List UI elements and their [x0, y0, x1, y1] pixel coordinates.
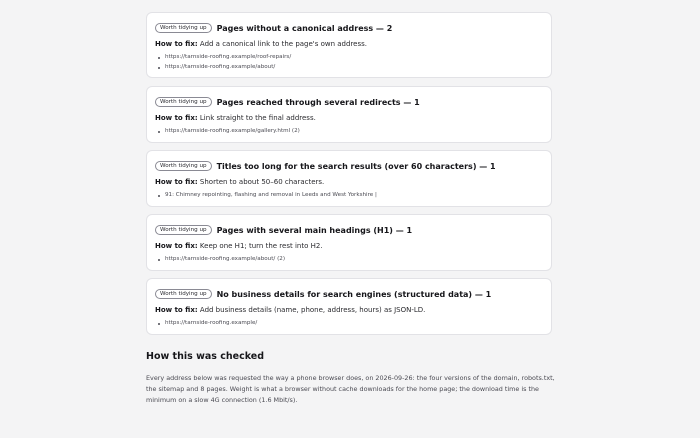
affected-url-list: [155, 319, 543, 329]
method-description: Every address below was requested the way a phone browser does, on 2026-09-26: the four versions of the domain, robots.txt, the sitemap and 8 pages. Weight is what a browser without cache downloads for the home page; the download time is the minimum on a slow 4G connection (1.6 Mbit/s).: [146, 374, 555, 404]
affected-url-item: https://tarnside-roofing.example/: [165, 319, 543, 329]
method-heading: How this was checked: [146, 351, 265, 362]
issue-card-redirects: [146, 86, 552, 143]
how-to-fix-text: Add a canonical link to the page's own address.: [199, 40, 367, 48]
issue-card-long-titles: [146, 150, 552, 207]
issue-card-multiple-h1: [146, 214, 552, 271]
issue-title: Pages without a canonical address — 2: [216, 23, 393, 33]
affected-url-item: https://tarnside-roofing.example/about/: [165, 63, 543, 73]
severity-badge: Worth tidying up: [155, 23, 212, 33]
affected-url-list: [155, 127, 543, 137]
issue-card-header: [155, 95, 543, 109]
how-to-fix-label: How to fix:: [155, 114, 198, 122]
how-to-fix: [155, 38, 543, 50]
affected-url-item: https://tarnside-roofing.example/roof-repairs/: [165, 53, 543, 63]
severity-badge: Worth tidying up: [155, 97, 212, 107]
severity-badge: Worth tidying up: [155, 289, 212, 299]
how-to-fix-text: Link straight to the final address.: [199, 114, 316, 122]
how-to-fix: [155, 240, 543, 252]
affected-url-item: 91: Chimney repointing, flashing and removal in Leeds and West Yorkshire |: [165, 191, 543, 201]
how-to-fix-label: How to fix:: [155, 306, 198, 314]
issue-card-header: [155, 159, 543, 173]
how-to-fix-label: How to fix:: [155, 40, 198, 48]
how-to-fix-label: How to fix:: [155, 178, 198, 186]
issue-title: Titles too long for the search results (over 60 characters) — 1: [216, 161, 496, 171]
severity-badge: Worth tidying up: [155, 161, 212, 171]
issue-title: No business details for search engines (structured data) — 1: [216, 289, 492, 299]
how-to-fix: [155, 112, 543, 124]
issue-card-structured-data: [146, 278, 552, 335]
affected-url-item: https://tarnside-roofing.example/about/ (2): [165, 255, 543, 265]
affected-url-list: [155, 191, 543, 201]
issue-card-header: [155, 287, 543, 301]
severity-badge: Worth tidying up: [155, 225, 212, 235]
issue-card-canonical: [146, 12, 552, 78]
how-to-fix-text: Keep one H1; turn the rest into H2.: [199, 242, 323, 250]
how-to-fix-text: Shorten to about 50–60 characters.: [199, 178, 325, 186]
issue-card-header: [155, 21, 543, 35]
how-to-fix: [155, 176, 543, 188]
affected-url-list: [155, 255, 543, 265]
affected-url-list: [155, 53, 543, 72]
how-to-fix-text: Add business details (name, phone, address, hours) as JSON-LD.: [199, 306, 426, 314]
how-to-fix: [155, 304, 543, 316]
issue-title: Pages reached through several redirects — 1: [216, 97, 420, 107]
issue-card-header: [155, 223, 543, 237]
affected-url-item: https://tarnside-roofing.example/gallery.html (2): [165, 127, 543, 137]
issue-title: Pages with several main headings (H1) — 1: [216, 225, 413, 235]
how-to-fix-label: How to fix:: [155, 242, 198, 250]
